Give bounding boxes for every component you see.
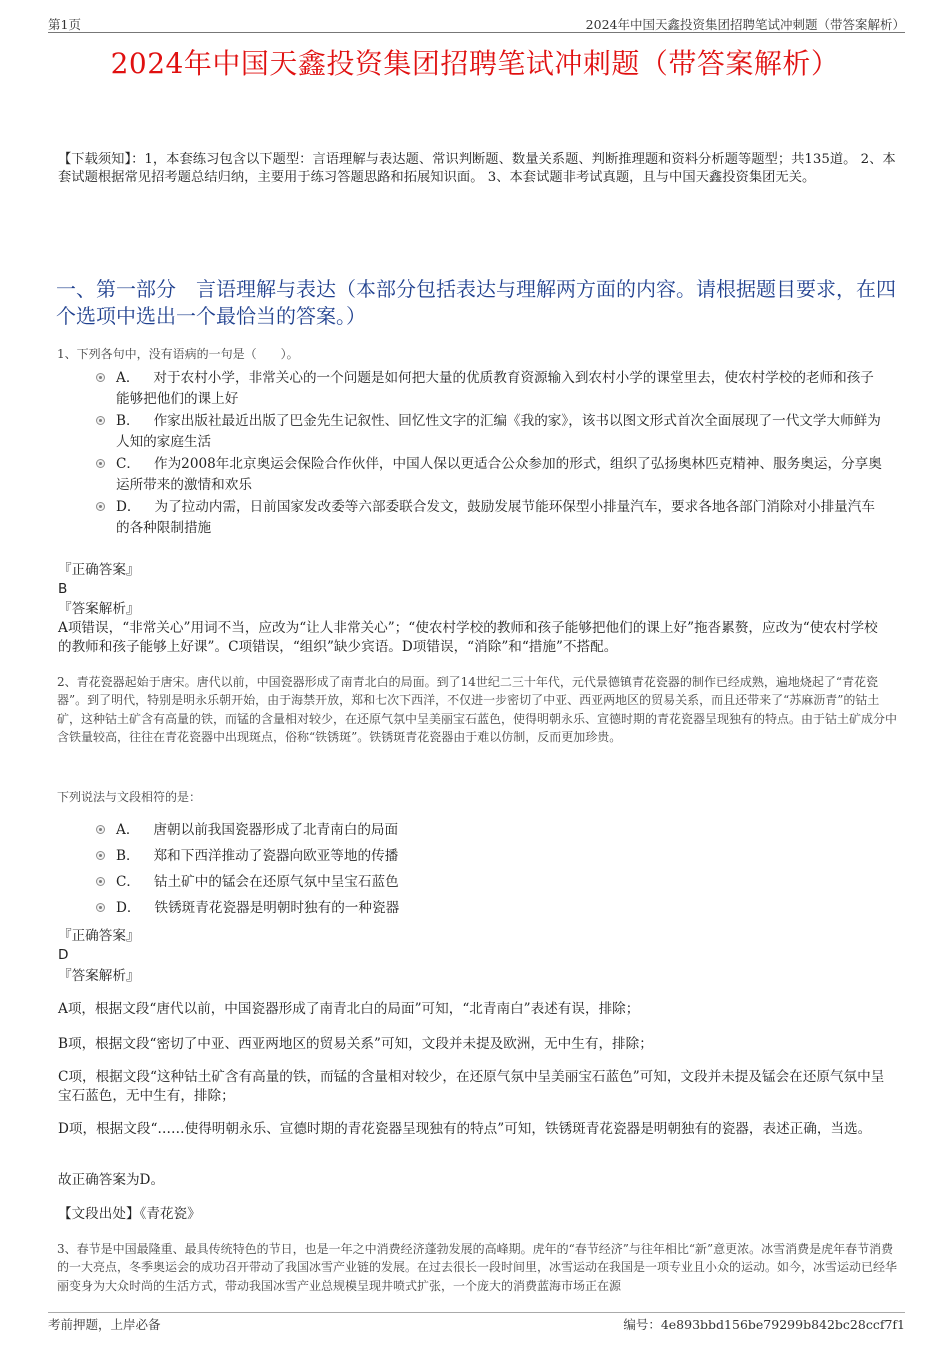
q2-analysis-b: B项，根据文段“密切了中亚、西亚两地区的贸易关系”可知，文段并未提及欧洲，无中生有，排除； bbox=[58, 1036, 653, 1052]
question-1-stem: 1、下列各句中，没有语病的一句是（ ）。 bbox=[57, 347, 299, 361]
q2-answer: D bbox=[58, 947, 69, 963]
radio-icon[interactable] bbox=[96, 502, 105, 511]
q2-option-d[interactable] bbox=[96, 898, 886, 924]
option-letter: A． bbox=[116, 370, 140, 386]
q1-option-c[interactable] bbox=[96, 454, 886, 496]
option-letter: D． bbox=[116, 499, 141, 515]
footer-slogan: 考前押题，上岸必备 bbox=[48, 1317, 161, 1332]
question-2-options bbox=[96, 820, 886, 924]
option-letter: A． bbox=[116, 822, 140, 838]
radio-icon[interactable] bbox=[96, 851, 105, 860]
option-text: 为了拉动内需，日前国家发改委等六部委联合发文，鼓励发展节能环保型小排量汽车，要求各地各部门消除对小排量汽车的各种限制措施 bbox=[116, 499, 875, 536]
option-text: 作家出版社最近出版了巴金先生记叙性、回忆性文字的汇编《我的家》，该书以图文形式首次全面展现了一代文学大师鲜为人知的家庭生活 bbox=[116, 413, 881, 450]
footer-document-id: 编号：4e893bbd156be79299b842bc28ccf7f1 bbox=[623, 1317, 905, 1332]
question-1-options bbox=[96, 368, 886, 540]
option-text: 铁锈斑青花瓷器是明朝时独有的一种瓷器 bbox=[154, 900, 400, 916]
q2-analysis-d: D项，根据文段“……使得明朝永乐、宣德时期的青花瓷器呈现独有的特点”可知，铁锈斑青花瓷器是明朝独有的瓷器，表述正确，当选。 bbox=[58, 1121, 872, 1137]
radio-icon[interactable] bbox=[96, 903, 105, 912]
question-2-passage: 2、青花瓷器起始于唐宋。唐代以前，中国瓷器形成了南青北白的局面。到了14世纪二三十年代，元代景德镇青花瓷器的制作已经成熟，遍地烧起了“青花瓷器”。到了明代，特别是明永乐朝开始，由于海禁开放，郑和七次下西洋，不仅进一步密切了中亚、西亚两地区的贸易关系，而且还带来了“苏麻沥青”的钴土矿，这种钴土矿含有高量的铁，而锰的含量相对较少，在还原气氛中呈美丽宝石蓝色，使得明朝永乐、宣德时期的青花瓷器呈现独有的特点。由于钴土矿成分中含铁量较高，往往在青花瓷器中出现斑点，俗称“铁锈斑”。铁锈斑青花瓷器由于难以仿制，反而更加珍贵。 bbox=[57, 675, 898, 745]
option-text: 作为2008年北京奥运会保险合作伙伴，中国人保以更适合公众参加的形式，组织了弘扬奥林匹克精神、服务奥运，分享奥运所带来的激情和欢乐 bbox=[116, 456, 882, 493]
q1-answer: B bbox=[58, 581, 68, 597]
section-heading: 一、第一部分 言语理解与表达（本部分包括表达与理解两方面的内容。请根据题目要求，在四个选项中选出一个最恰当的答案。） bbox=[56, 277, 896, 328]
q1-option-b[interactable] bbox=[96, 411, 886, 453]
radio-icon[interactable] bbox=[96, 373, 105, 382]
option-text: 对于农村小学，非常关心的一个问题是如何把大量的优质教育资源输入到农村小学的课堂里去，使农村学校的老师和孩子能够把他们的课上好 bbox=[116, 370, 874, 407]
header-doc-title: 2024年中国天鑫投资集团招聘笔试冲刺题（带答案解析） bbox=[585, 17, 905, 32]
q2-source: 【文段出处】《青花瓷》 bbox=[58, 1206, 201, 1222]
question-3-passage: 3、春节是中国最隆重、最具传统特色的节日，也是一年之中消费经济蓬勃发展的高峰期。虎年的“春节经济”与往年相比“新”意更浓。冰雪消费是虎年春节消费的一大亮点，冬季奥运会的成功召开带动了我国冰雪产业链的发展。在过去很长一段时间里，冰雪运动在我国是一项专业且小众的运动。如今，冰雪运动已经华丽变身为大众时尚的生活方式，带动我国冰雪产业总规模呈现井喷式扩张，一个庞大的消费蓝海市场正在源 bbox=[57, 1242, 897, 1293]
q2-analysis-label: 『答案解析』 bbox=[58, 968, 140, 984]
q1-answer-label: 『正确答案』 bbox=[58, 562, 140, 578]
option-letter: C． bbox=[116, 456, 140, 472]
q2-option-a[interactable] bbox=[96, 820, 886, 846]
option-letter: B． bbox=[116, 848, 140, 864]
q2-analysis-c: C项，根据文段“这种钴土矿含有高量的铁，而锰的含量相对较少，在还原气氛中呈美丽宝石蓝色”可知，文段并未提及锰会在还原气氛中呈宝石蓝色，无中生有，排除； bbox=[58, 1069, 885, 1104]
q1-analysis-label: 『答案解析』 bbox=[58, 601, 140, 617]
page-header bbox=[48, 12, 905, 33]
radio-icon[interactable] bbox=[96, 825, 105, 834]
q2-analysis-a: A项，根据文段“唐代以前，中国瓷器形成了南青北白的局面”可知，“北青南白”表述有误，排除； bbox=[58, 1001, 640, 1017]
option-text: 郑和下西洋推动了瓷器向欧亚等地的传播 bbox=[153, 848, 399, 864]
q1-option-d[interactable] bbox=[96, 497, 886, 539]
q2-option-c[interactable] bbox=[96, 872, 886, 898]
radio-icon[interactable] bbox=[96, 416, 105, 425]
radio-icon[interactable] bbox=[96, 459, 105, 468]
option-letter: C． bbox=[116, 874, 140, 890]
page-title: 2024年中国天鑫投资集团招聘笔试冲刺题（带答案解析） bbox=[110, 47, 840, 80]
footer-divider bbox=[48, 1312, 905, 1313]
q2-conclusion: 故正确答案为D。 bbox=[58, 1172, 165, 1188]
option-text: 钴土矿中的锰会在还原气氛中呈宝石蓝色 bbox=[154, 874, 399, 890]
q1-analysis: A项错误，“非常关心”用词不当，应改为“让人非常关心”；“使农村学校的教师和孩子能够把他们的课上好”拖沓累赘，应改为“使农村学校的教师和孩子能够上好课”。C项错误，“组织”缺少宾语。D项错误，“消除”和“措施”不搭配。 bbox=[58, 620, 878, 655]
q2-option-b[interactable] bbox=[96, 846, 886, 872]
option-text: 唐朝以前我国瓷器形成了北青南白的局面 bbox=[153, 822, 399, 838]
page-number: 第1页 bbox=[48, 17, 81, 32]
q1-option-a[interactable] bbox=[96, 368, 886, 410]
q2-answer-label: 『正确答案』 bbox=[58, 928, 140, 944]
radio-icon[interactable] bbox=[96, 877, 105, 886]
question-2-stem: 下列说法与文段相符的是： bbox=[57, 790, 202, 804]
option-letter: D． bbox=[116, 900, 141, 916]
download-notice: 【下载须知】：1，本套练习包含以下题型：言语理解与表达题、常识判断题、数量关系题、判断推理题和资料分析题等题型；共135道。 2、本套试题根据常见招考题总结归纳，主要用于练习答题思路和拓展知识面。 3、本套试题非考试真题，且与中国天鑫投资集团无关。 bbox=[58, 152, 896, 185]
option-letter: B． bbox=[116, 413, 140, 429]
